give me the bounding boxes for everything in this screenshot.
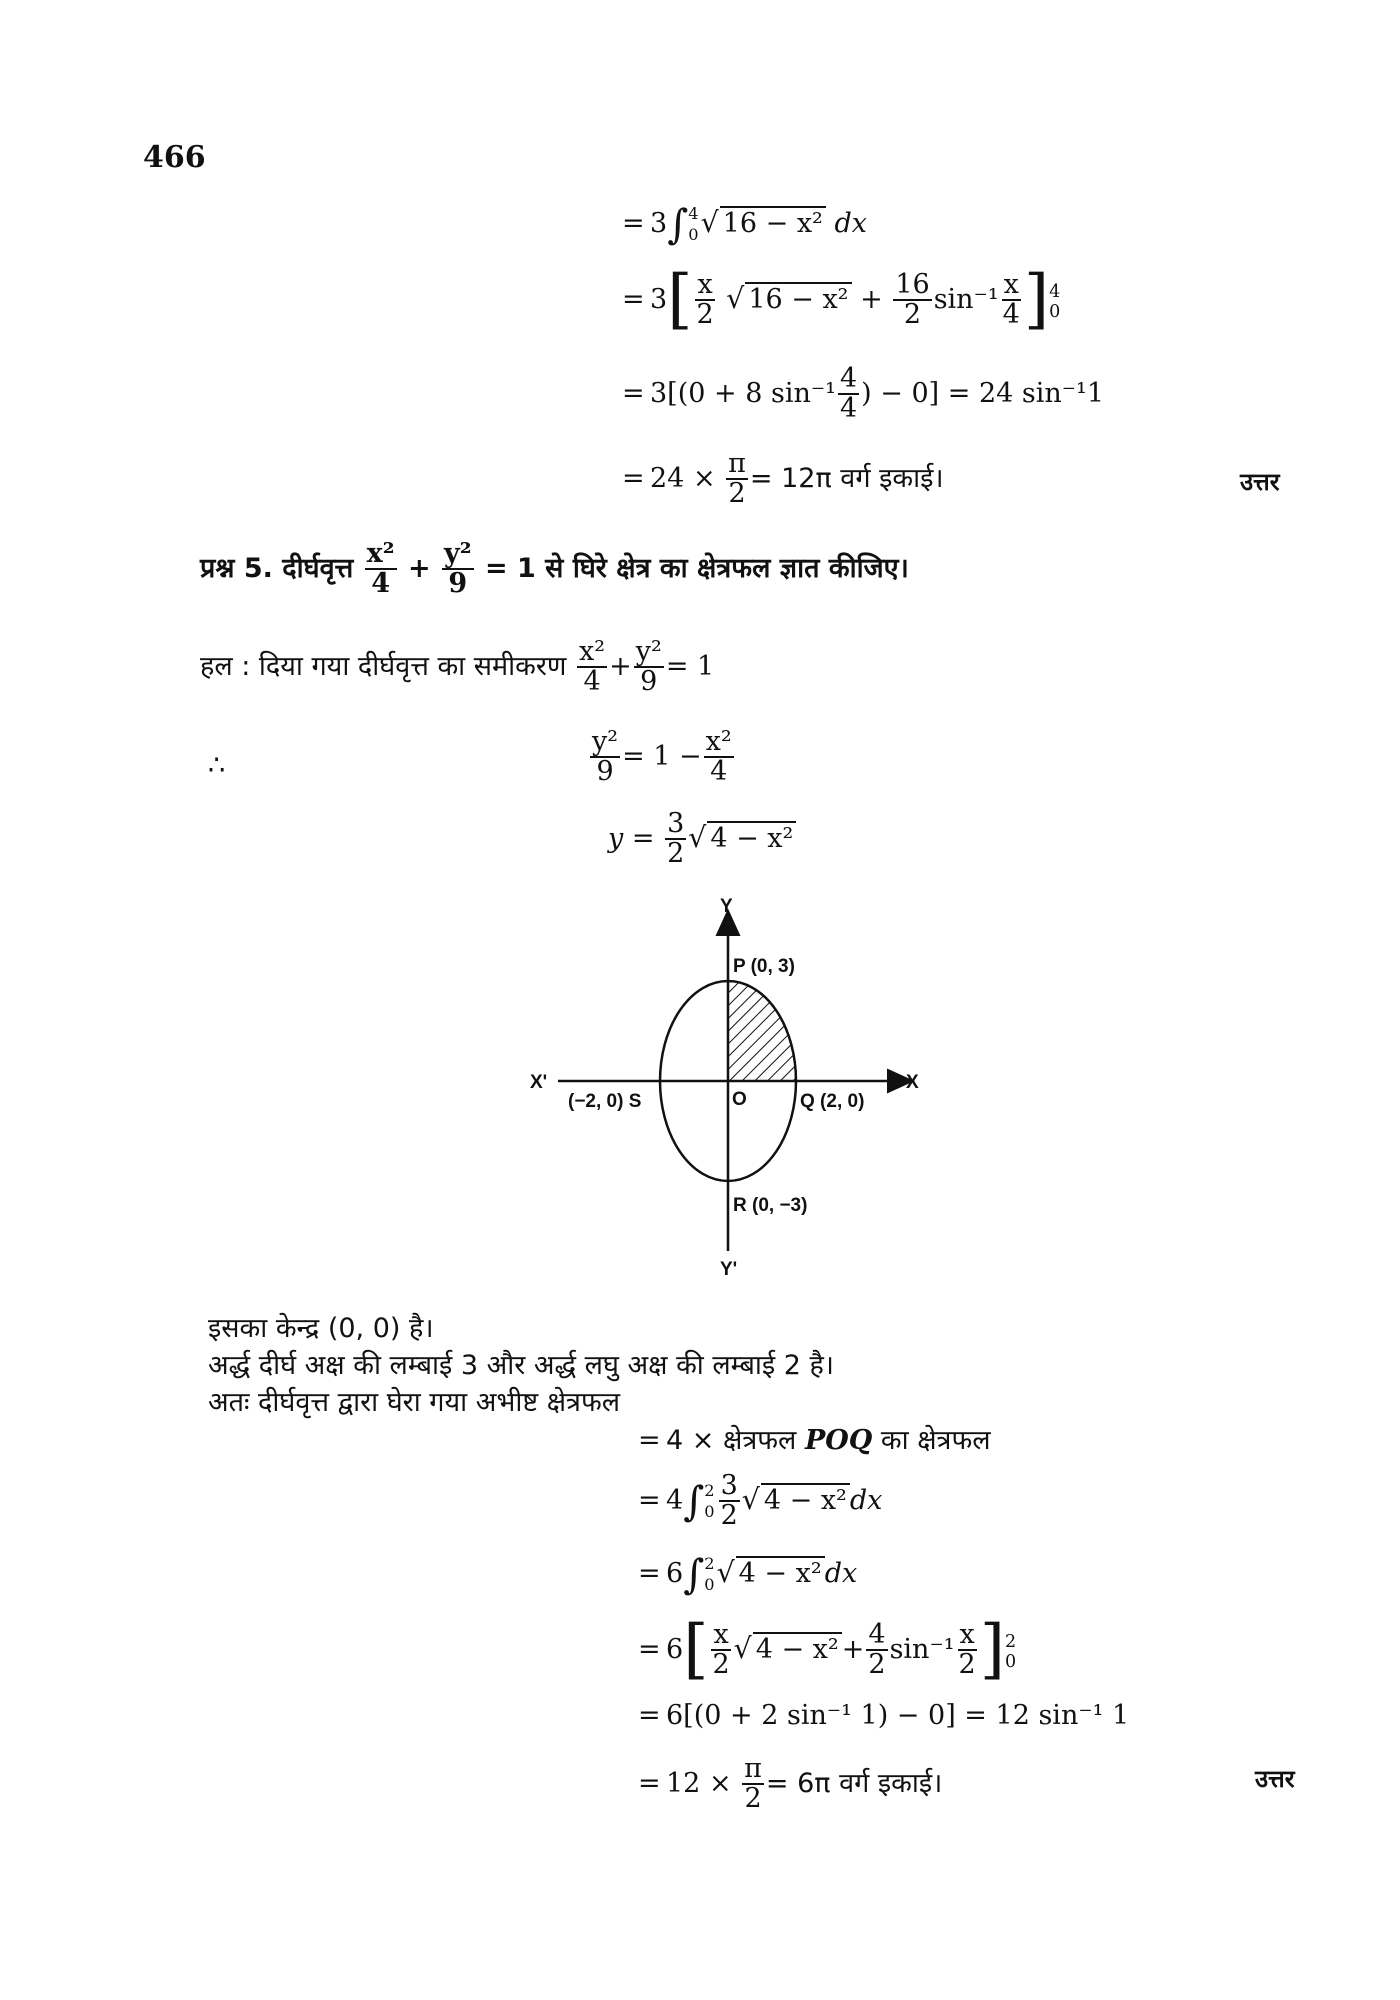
point-q-label: Q (2, 0) [800, 1091, 865, 1112]
therefore-symbol: ∴ [208, 750, 226, 781]
origin-label: O [732, 1089, 747, 1110]
solution-eq-2: $\frac{\text{y²}}{9}$ = 1 − $\frac{\text{x²}}{4}$ [592, 726, 732, 788]
y-neg-axis-label: Y' [720, 1259, 738, 1280]
point-r-label: R (0, −3) [733, 1195, 808, 1216]
answer-label-bottom: उत्तर [1255, 1765, 1295, 1793]
top-eq-line-1: = 3∫ 4 0 √ 16 − x² dx [622, 200, 867, 248]
bottom-eq-line-4: = 6[ $\frac{x}{2}$ √ 4 − x² + $\frac{4}{2}$ sin⁻¹ $\frac{x}{2}$ ] 2 0 [638, 1612, 1017, 1687]
top-eq-line-3: = 3[(0 + 8 sin⁻¹ $\frac{4}{4}$ ) − 0] = 24 sin⁻¹1 [622, 363, 1105, 425]
solution-intro: हल : दिया गया दीर्घवृत्त का समीकरण $\frac{\text{x²}}{4}$ + $\frac{\text{y²}}{9}$ = 1 [200, 636, 715, 698]
bottom-eq-line-2: = 4∫ 2 0 $\frac{3}{2}$ √ 4 − x² dx [638, 1470, 883, 1532]
question-5: प्रश्न 5. दीर्घवृत्त $\frac{\text{x²}}{4}$ + $\frac{\text{y²}}{9}$ = 1 से घिरे क्षेत्र का क्षेत्रफल ज्ञात कीजिए। [200, 538, 909, 600]
axes-text: अर्द्ध दीर्घ अक्ष की लम्बाई 3 और अर्द्ध लघु अक्ष की लम्बाई 2 है। [208, 1350, 835, 1381]
page-number: 466 [143, 140, 206, 175]
ellipse-figure [520, 895, 940, 1295]
answer-label-top: उत्तर [1240, 468, 1280, 496]
area-intro-text: अतः दीर्घवृत्त द्वारा घेरा गया अभीष्ट क्षेत्रफल [208, 1387, 621, 1418]
solution-eq-3: y = $\frac{3}{2}$ √ 4 − x² [608, 810, 796, 869]
top-eq-line-4: = 24 × $\frac{\pi}{2}$ = 12π वर्ग इकाई। [622, 448, 944, 510]
bottom-eq-line-5: = 6[(0 + 2 sin⁻¹ 1) − 0] = 12 sin⁻¹ 1 [638, 1700, 1130, 1731]
centre-text: इसका केन्द्र (0, 0) है। [208, 1313, 434, 1344]
point-p-label: P (0, 3) [733, 956, 795, 977]
top-eq-line-2: = 3[ $\frac{x}{2}$ √ 16 − x² + $\frac{16}{2}$ sin⁻¹ $\frac{x}{4}$ ] 4 0 [622, 262, 1061, 337]
bottom-eq-line-1: = 4 × क्षेत्रफल POQ का क्षेत्रफल [638, 1425, 991, 1456]
bottom-eq-line-3: = 6∫ 2 0 √ 4 − x² dx [638, 1550, 858, 1598]
bottom-eq-line-6: = 12 × $\frac{\pi}{2}$ = 6π वर्ग इकाई। [638, 1753, 943, 1815]
x-neg-axis-label: X' [530, 1072, 548, 1093]
point-s-label: (−2, 0) S [568, 1091, 642, 1112]
x-axis-label: X [906, 1072, 919, 1093]
y-axis-label: Y [720, 896, 733, 917]
